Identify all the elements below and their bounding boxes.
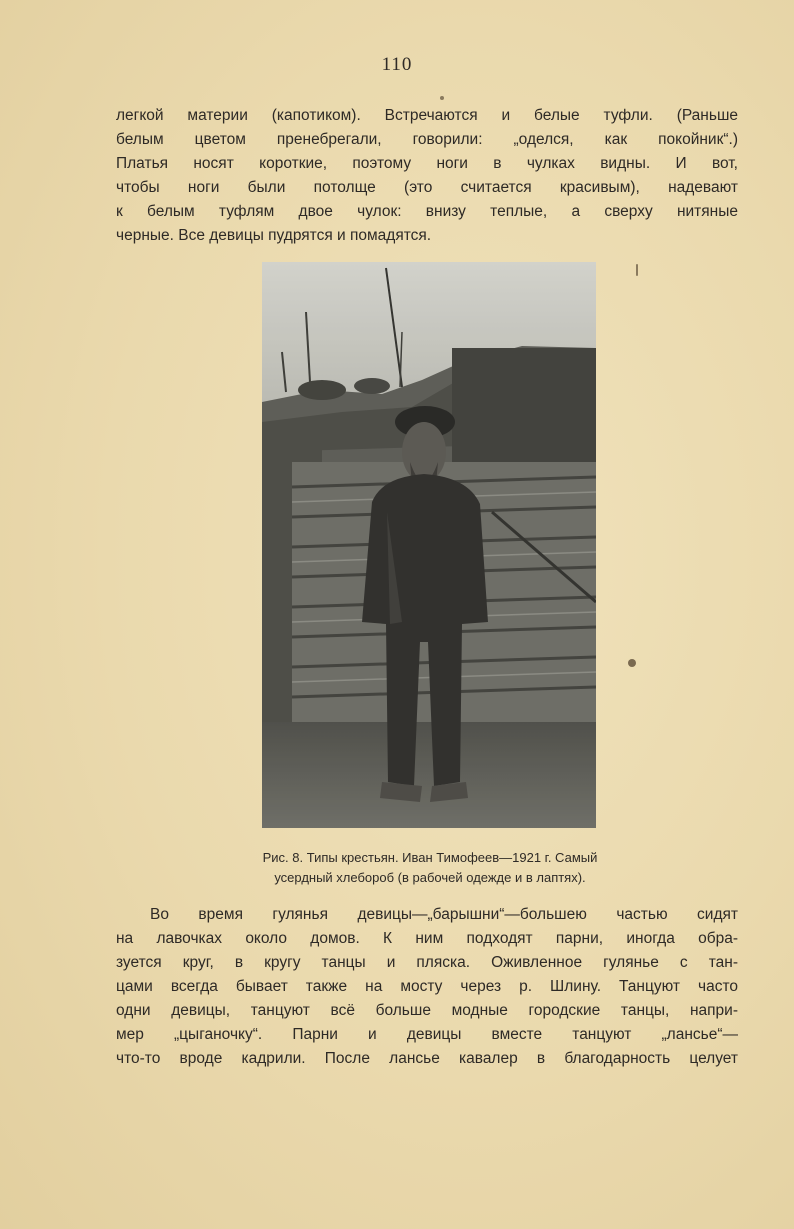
bottom-paragraph [116,903,738,1071]
caption-line: усердный хлебороб (в рабочей одежде и в лаптях). [274,870,586,885]
paper-speck [636,264,638,276]
figure-photo [262,262,596,828]
text-line: одни девицы, танцуют всё больше модные городские танцы, напри- [116,1002,738,1019]
peasant-photo-illustration [262,262,596,828]
text-line: чтобы ноги были потолще (это считается красивым), надевают [116,179,738,196]
text-line: что-то вроде кадрили. После лансье кавалер в благодарность целует [116,1050,738,1067]
text-line: к белым туфлям двое чулок: внизу теплые, а сверху нитяные [116,203,738,220]
text-line: цами всегда бывает также на мосту через р. Шлину. Танцуют часто [116,978,738,995]
text-line: Платья носят короткие, поэтому ноги в чулках видны. И вот, [116,155,738,172]
text-line: на лавочках около домов. К ним подходят парни, иногда обра- [116,930,738,947]
paper-speck [440,96,444,100]
text-line: легкой материи (капотиком). Встречаются и белые туфли. (Раньше [116,107,738,124]
caption-line: Рис. 8. Типы крестьян. Иван Тимофеев—1921 г. Самый [262,850,598,865]
text-line: зуется круг, в кругу танцы и пляска. Оживленное гулянье с тан- [116,954,738,971]
text-line: мер „цыганочку“. Парни и девицы вместе танцуют „лансье“— [116,1026,738,1043]
top-paragraph [116,104,738,248]
text-line: Во время гулянья девицы—„барышни“—большею частью сидят [150,906,738,923]
page-number: 110 [381,54,413,75]
paper-speck [628,659,636,667]
text-line: белым цветом пренебрегали, говорили: „оделся, как покойник“.) [116,131,738,148]
figure-caption [160,848,700,888]
text-line: черные. Все девицы пудрятся и помадятся. [116,227,432,244]
